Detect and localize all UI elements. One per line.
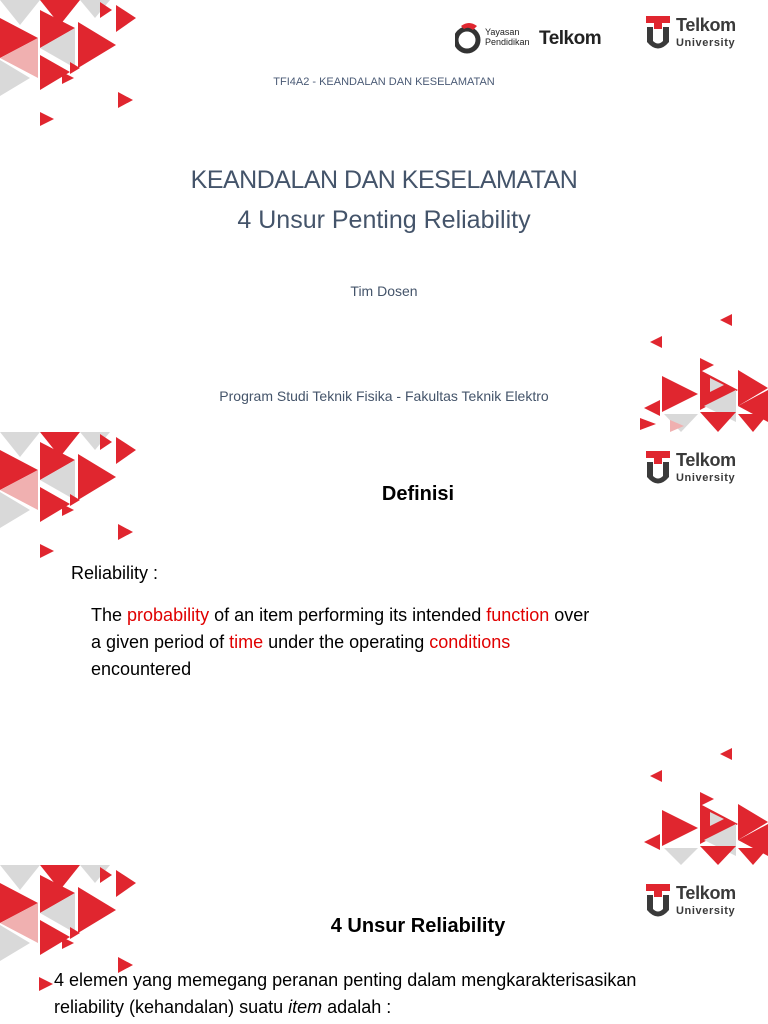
telkom-university-logo-icon [645,15,671,53]
unsur-heading: 4 Unsur Reliability [330,915,506,937]
red-arrow-bullet-icon [39,977,53,991]
definition-line-1: The probability of an item performing its intended function over [91,605,590,625]
triangle-pattern-icon [0,0,140,130]
triangle-pattern-icon [640,310,768,432]
tu-sub: University [676,472,736,484]
ypt-line1: Yayasan [485,27,520,37]
definition-text [91,602,711,683]
course-code: TFI4A2 - KEANDALAN DAN KESELAMATAN [273,76,495,88]
tu-word: Telkom [676,15,736,35]
ypt-line2: Pendidikan [485,37,530,47]
keyword-probability: probability [127,605,210,625]
definition-line-2: a given period of time under the operating conditions [91,632,511,652]
author: Tim Dosen [350,283,418,299]
triangle-pattern-icon [640,744,768,865]
tu-sub: University [676,37,736,49]
unsur-body [54,967,754,1021]
tu-word: Telkom [676,883,736,903]
keyword-time: time [229,632,264,652]
yayasan-telkom-logo-icon [455,20,483,54]
slide-title [0,0,768,432]
unsur-line-2: reliability (kehandalan) suatu item adalah : [54,997,392,1017]
keyword-conditions: conditions [429,632,511,652]
keyword-function: function [486,605,550,625]
telkom-university-logo [645,15,751,57]
reliability-label: Reliability : [71,563,159,583]
tu-sub: University [676,905,736,917]
slide-title-heading: KEANDALAN DAN KESELAMATAN [190,166,578,194]
slide-subtitle: 4 Unsur Penting Reliability [237,206,531,234]
yayasan-telkom-logo [455,18,605,56]
slide-definisi [0,432,768,865]
tu-word: Telkom [676,450,736,470]
definisi-heading: Definisi [381,483,455,505]
ypt-brand: Telkom [539,28,602,49]
slide-4-unsur [0,865,768,1024]
unsur-line-1: 4 elemen yang memegang peranan penting dalam mengkarakterisasikan [54,970,637,990]
definition-line-3: encountered [91,659,192,679]
program-name: Program Studi Teknik Fisika - Fakultas Teknik Elektro [219,388,549,404]
item-emphasis: item [288,997,323,1017]
